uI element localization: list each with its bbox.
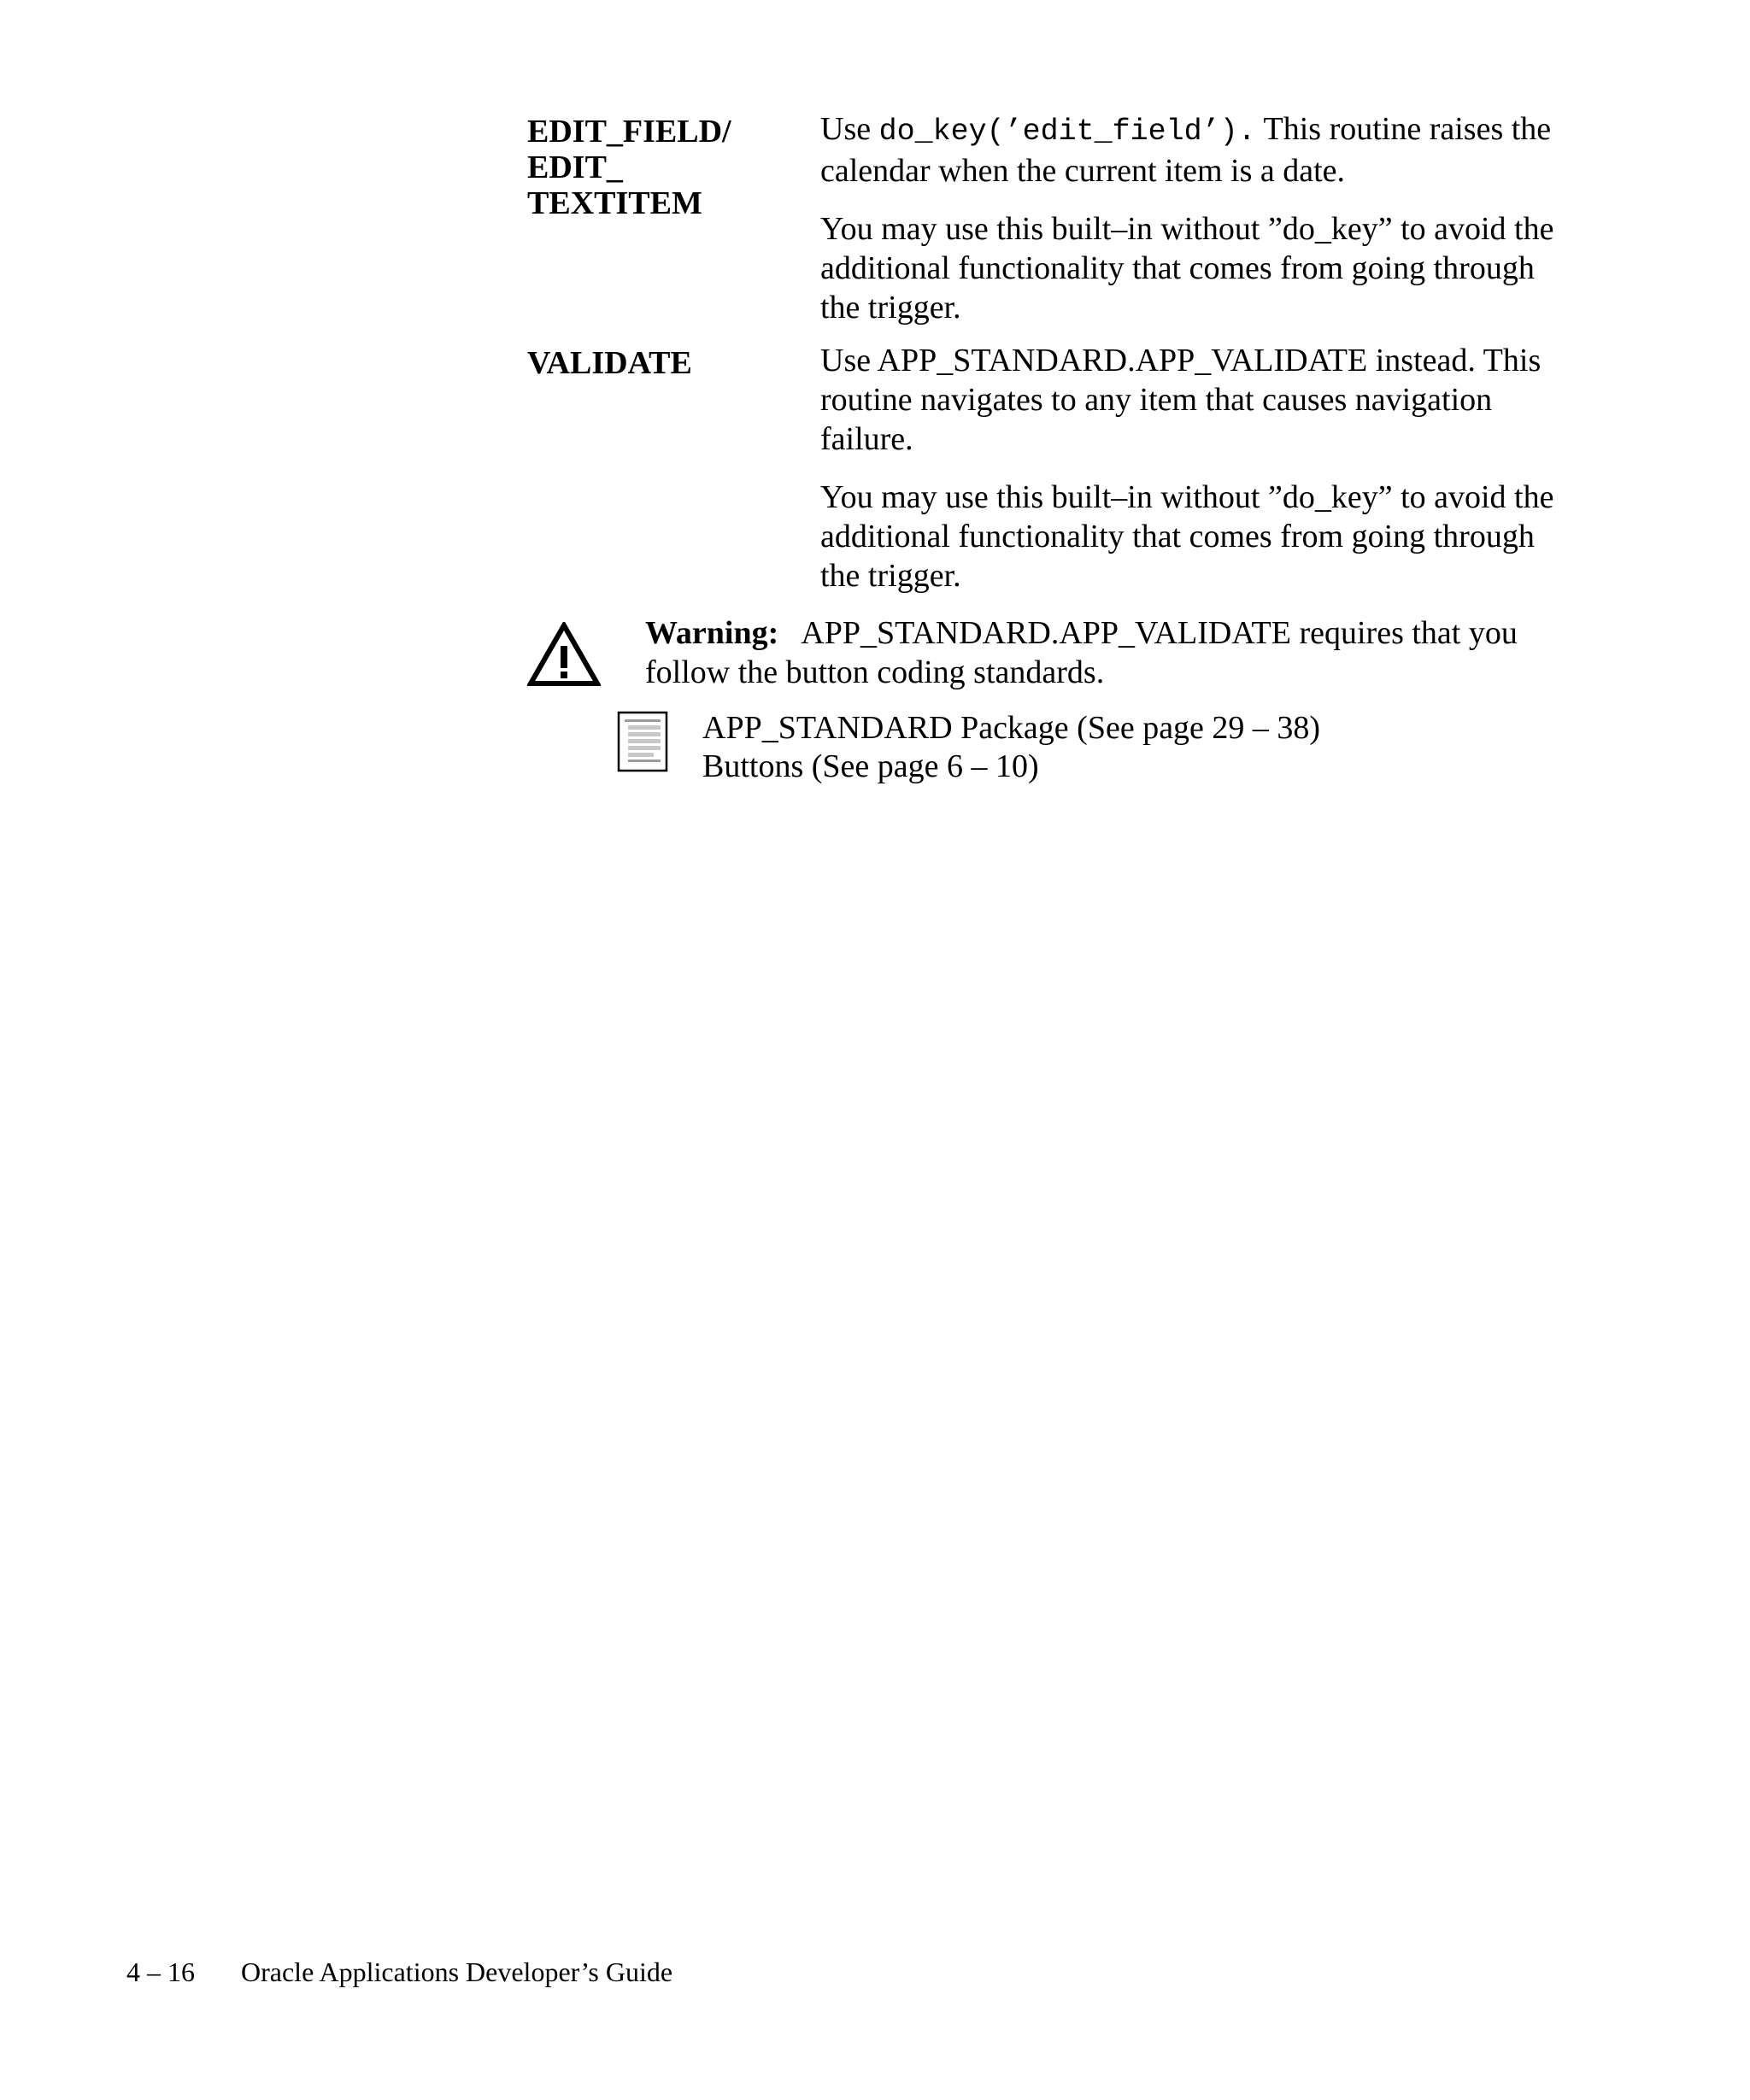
entry-note: You may use this built–in without ”do_key” to avoid the additional functionality that comes from going through the trigger. <box>820 211 1554 326</box>
entry-desc-validate <box>820 341 1572 614</box>
term-line: EDIT_ <box>527 150 623 185</box>
warning-triangle-icon <box>527 622 601 687</box>
page-footer <box>126 1956 672 1987</box>
entry-term-edit-field <box>527 114 784 221</box>
see-also-list <box>702 709 1320 786</box>
entry-description <box>820 109 1572 191</box>
term-line: TEXTITEM <box>527 185 702 221</box>
book-title: Oracle Applications Developer’s Guide <box>241 1956 673 1987</box>
warning-message: APP_STANDARD.APP_VALIDATE requires that you follow the button coding standards. <box>645 615 1518 690</box>
page-number: 4 – 16 <box>126 1956 195 1987</box>
use-word: Use <box>820 111 872 147</box>
description-text: This routine raises the calendar when the current item is a date. <box>820 111 1552 189</box>
term-line: VALIDATE <box>527 345 692 381</box>
see-also-link-buttons[interactable]: Buttons (See page 6 – 10) <box>702 748 1039 784</box>
see-also-link-app-standard[interactable]: APP_STANDARD Package (See page 29 – 38) <box>702 710 1321 746</box>
entry-note: You may use this built–in without ”do_key” to avoid the additional functionality that comes from going through the trigger. <box>820 479 1554 594</box>
entry-desc-edit-field <box>820 109 1572 346</box>
entry-description: Use APP_STANDARD.APP_VALIDATE instead. This routine navigates to any item that causes navigation failure. <box>820 343 1542 457</box>
term-line: EDIT_FIELD/ <box>527 114 731 150</box>
warning-label: Warning: <box>645 615 779 651</box>
code-snippet: do_key(’edit_field’). <box>878 114 1256 149</box>
document-icon <box>617 711 668 772</box>
warning-text <box>645 613 1577 692</box>
entry-term-validate <box>527 345 784 381</box>
